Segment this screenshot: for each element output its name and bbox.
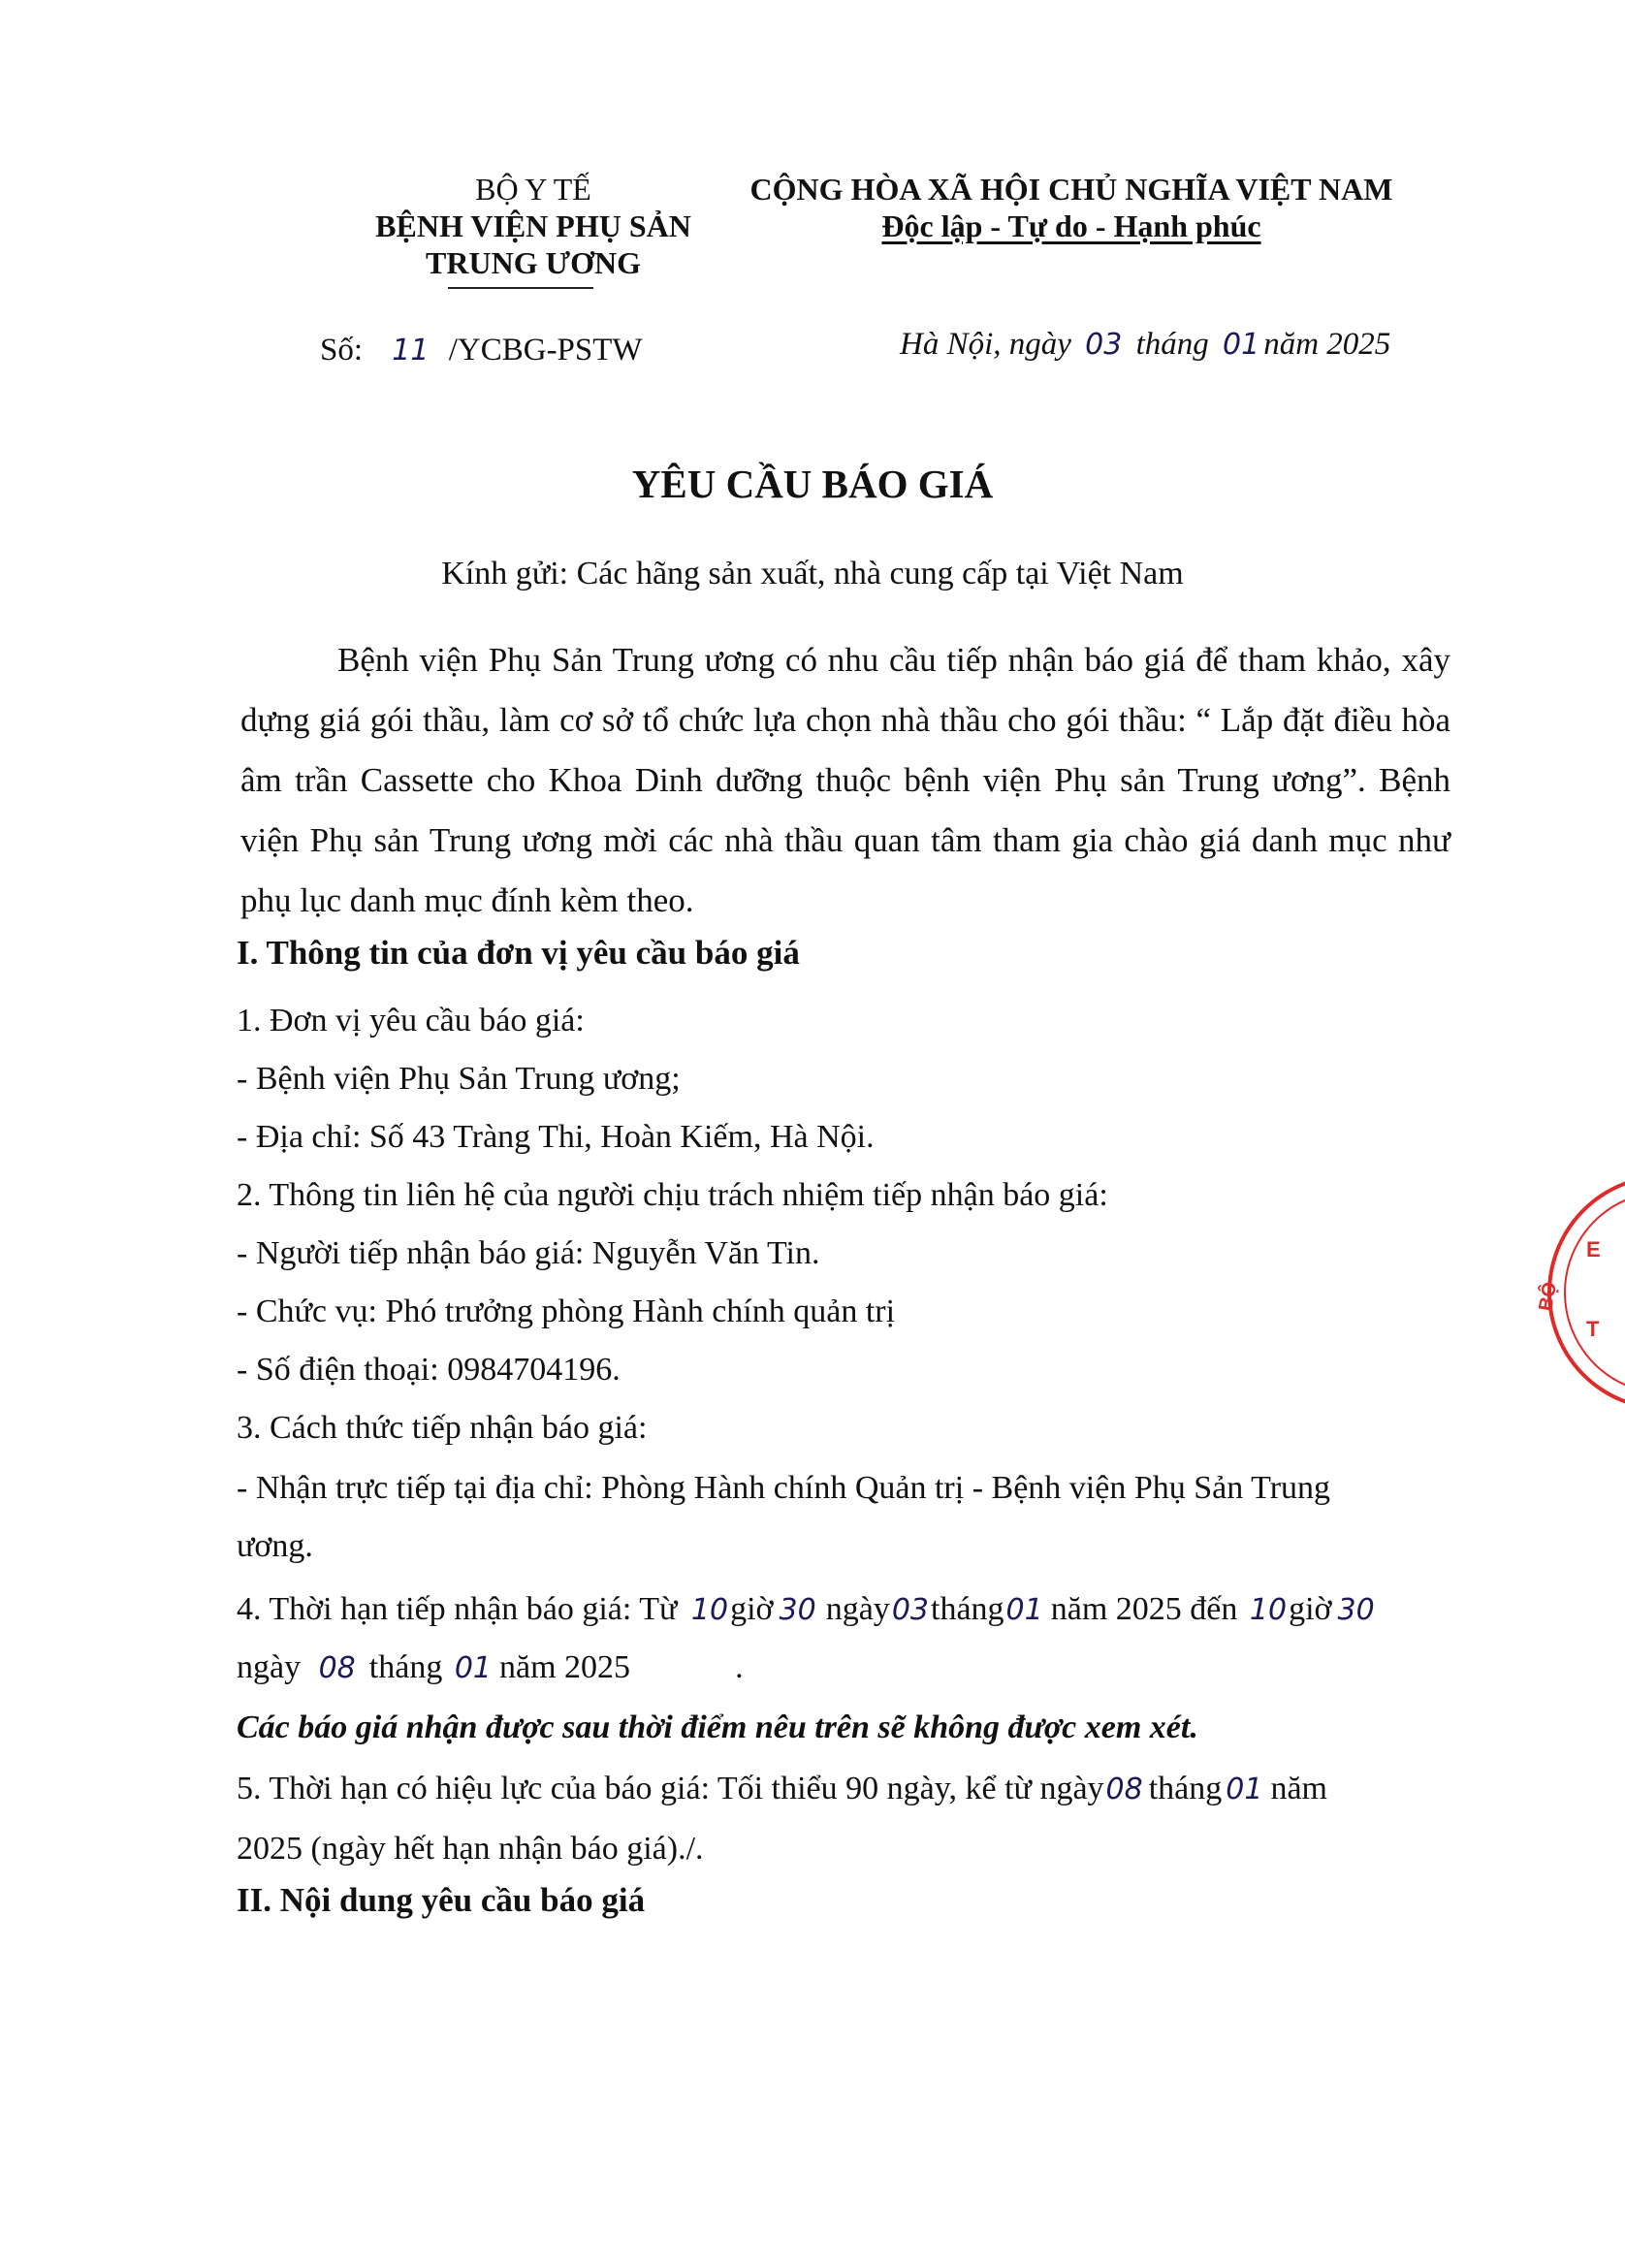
validity-month-label: tháng <box>1148 1771 1223 1806</box>
receive-method-line2: ương. <box>237 1528 313 1564</box>
org-address: - Địa chỉ: Số 43 Tràng Thi, Hoàn Kiếm, Hà Nội. <box>237 1119 875 1155</box>
contact-position: - Chức vụ: Phó trưởng phòng Hành chính quản trị <box>237 1294 896 1329</box>
item5-prefix: 5. Thời hạn có hiệu lực của báo giá: Tối thiểu 90 ngày, kể từ ngày <box>237 1771 1104 1806</box>
ref-code: /YCBG-PSTW <box>448 333 643 367</box>
stamp-letter-e: E <box>1586 1237 1601 1262</box>
ref-label: Số: <box>320 333 364 367</box>
validity-day-handwritten: 08 <box>1105 1773 1143 1806</box>
month-label: tháng <box>931 1591 1004 1627</box>
contact-phone: - Số điện thoại: 0984704196. <box>237 1352 621 1388</box>
national-motto: Độc lập - Tự do - Hạnh phúc <box>881 208 1261 243</box>
hospital-name-line1: BỆNH VIỆN PHỤ SẢN <box>375 208 691 243</box>
end-month-handwritten: 01 <box>454 1651 493 1685</box>
validity-month-handwritten: 01 <box>1226 1773 1263 1806</box>
end-day-handwritten: 08 <box>318 1651 356 1685</box>
stamp-letter-t: T <box>1586 1317 1600 1341</box>
stamp-letters-bo: BỘ <box>1535 1280 1562 1313</box>
start-hour-handwritten: 10 <box>690 1593 729 1627</box>
issue-date <box>900 327 1390 363</box>
start-month-handwritten: 01 <box>1005 1593 1043 1627</box>
end-year: năm 2025 <box>499 1649 631 1685</box>
item4-deadline-line1 <box>237 1581 1375 1640</box>
ministry-name: BỘ Y TẾ <box>475 172 591 207</box>
contact-person: - Người tiếp nhận báo giá: Nguyễn Văn Tin. <box>237 1235 820 1271</box>
date-day-handwritten: 03 <box>1085 328 1123 362</box>
section1-heading: I. Thông tin của đơn vị yêu cầu báo giá <box>237 934 800 972</box>
org-name: - Bệnh viện Phụ Sản Trung ương; <box>237 1061 681 1097</box>
end-hour-label: giờ <box>1289 1591 1332 1627</box>
ref-number-handwritten: 11 <box>392 334 430 367</box>
document-title: YÊU CẦU BÁO GIÁ <box>631 462 994 506</box>
hour-label: giờ <box>730 1591 774 1627</box>
hospital-name-line2: TRUNG ƯƠNG <box>426 245 641 280</box>
day-label: ngày <box>825 1591 890 1627</box>
official-stamp-partial <box>1530 1171 1625 1414</box>
start-day-handwritten: 03 <box>891 1593 929 1627</box>
start-minute-handwritten: 30 <box>779 1593 816 1627</box>
item1-label: 1. Đơn vị yêu cầu báo giá: <box>237 1003 585 1038</box>
date-year: năm 2025 <box>1263 327 1391 362</box>
reference-number <box>320 333 643 368</box>
date-month-handwritten: 01 <box>1223 328 1260 362</box>
end-hour-handwritten: 10 <box>1249 1593 1288 1627</box>
item4-prefix: 4. Thời hạn tiếp nhận báo giá: Từ <box>237 1591 678 1627</box>
stamp-seal-graphic <box>1530 1171 1625 1414</box>
recipient-line: Kính gửi: Các hãng sản xuất, nhà cung cấp tại Việt Nam <box>441 556 1184 591</box>
section2-heading: II. Nội dung yêu cầu báo giá <box>237 1881 646 1919</box>
item4-mid-text: năm 2025 đến <box>1050 1591 1238 1627</box>
late-submission-notice: Các báo giá nhận được sau thời điểm nêu trên sẽ không được xem xét. <box>237 1709 1198 1745</box>
end-day-label: ngày <box>237 1649 302 1685</box>
receive-method-line1: - Nhận trực tiếp tại địa chỉ: Phòng Hành chính Quản trị - Bệnh viện Phụ Sản Trung <box>237 1470 1331 1506</box>
republic-name: CỘNG HÒA XÃ HỘI CHỦ NGHĨA VIỆT NAM <box>749 172 1393 207</box>
date-month-label: tháng <box>1135 327 1209 362</box>
end-minute-handwritten: 30 <box>1337 1593 1375 1627</box>
item3-label: 3. Cách thức tiếp nhận báo giá: <box>237 1410 648 1446</box>
date-prefix: Hà Nội, ngày <box>900 327 1071 362</box>
item4-deadline-line2 <box>237 1639 744 1698</box>
item2-label: 2. Thông tin liên hệ của người chịu trách nhiệm tiếp nhận báo giá: <box>237 1177 1108 1213</box>
intro-paragraph: Bệnh viện Phụ Sản Trung ương có nhu cầu tiếp nhận báo giá để tham khảo, xây dựng giá gói thầu, làm cơ sở tổ chức lựa chọn nhà thầu cho gói thầu: “ Lắp đặt điều hòa âm trần Cassette cho Khoa Dinh dưỡng thuộc bệnh viện Phụ sản Trung ương”. Bệnh viện Phụ sản Trung ương mời các nhà thầu quan tâm tham gia chào giá danh mục như phụ lục danh mục đính kèm theo. <box>240 641 1450 919</box>
item5-validity-line2: 2025 (ngày hết hạn nhận báo giá)./. <box>237 1831 704 1867</box>
validity-year-label: năm <box>1270 1771 1328 1806</box>
header-left-rule <box>448 287 593 289</box>
trailing-dot: . <box>735 1649 744 1685</box>
end-month-label: tháng <box>368 1649 443 1685</box>
item5-validity-line1 <box>237 1760 1327 1819</box>
